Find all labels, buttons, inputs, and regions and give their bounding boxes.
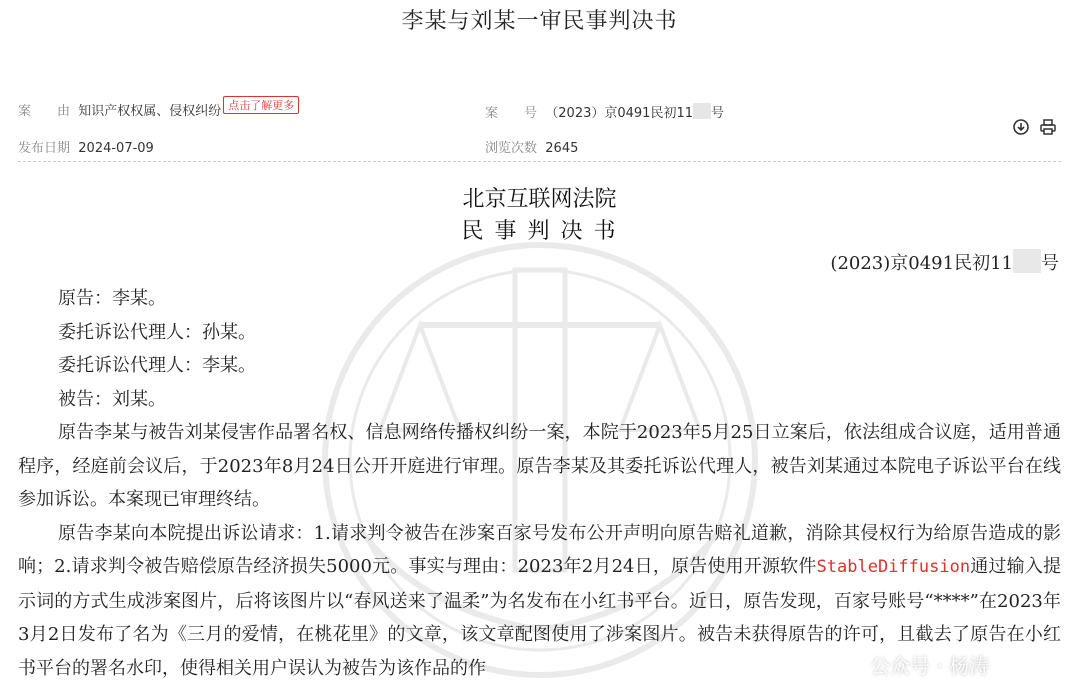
cause-label: 案 由 (18, 104, 71, 119)
views-label: 浏览次数 (485, 141, 538, 156)
document-case-number-suffix: 号 (1041, 253, 1059, 274)
claims-text-2: 通过输入提示词的方式生成涉案图片，后将该图片以“春风送来了温柔”为名发布在小红书平台。近日，原告发现，百家号账号“****”在2023年3月2日发布了名为《三月的爱情，在桃花里》的文章，该文章配图使用了涉案图片。被告未获得原告的许可，且截去了原告在小红书平台的署名水印，使得相关用户误认为被告为该作品的作 (18, 556, 1062, 679)
views-value: 2645 (545, 141, 579, 156)
learn-more-button[interactable]: 点击了解更多 (223, 96, 299, 114)
case-value-suffix: 号 (711, 106, 725, 121)
download-icon[interactable] (1012, 118, 1030, 136)
date-value: 2024-07-09 (78, 141, 154, 156)
case-label: 案 号 (485, 106, 538, 121)
document-type: 民 事 判 决 书 (461, 219, 618, 244)
header-divider (18, 161, 1061, 162)
paragraph-case-intro: 原告李某与被告刘某侵害作品署名权、信息网络传播权纠纷一案，本院于2023年5月25日立案后，依法组成合议庭，适用普通程序，经庭前会议后，于2023年8月24日公开开庭进行审理。原告李某及其委托诉讼代理人，被告刘某通过本院电子诉讼平台在线参加诉讼。本案现已审理终结。 (18, 422, 1061, 510)
claims-text-1: 原告李某向本院提出诉讼请求：1.请求判令被告在涉案百家号发布公开声明向原告赔礼道歉，消除其侵权行为给原告造成的影响；2.请求判令被告赔偿原告经济损失5000元。事实与理由：2023年2月24日，原告使用开源软件 (18, 522, 1061, 577)
views-row (485, 137, 578, 156)
cause-value: 知识产权权属、侵权纠纷 (78, 104, 222, 119)
date-label: 发布日期 (18, 141, 71, 156)
case-value: （2023）京0491民初11 (545, 106, 693, 121)
redaction-block (693, 103, 711, 119)
party-agent-2: 委托诉讼代理人：李某。 (58, 355, 256, 376)
print-icon[interactable] (1039, 118, 1057, 136)
party-agent-1: 委托诉讼代理人：孙某。 (58, 321, 256, 343)
page-title: 李某与刘某一审民事判决书 (401, 9, 678, 34)
court-name: 北京互联网法院 (462, 187, 617, 212)
case-number-row (485, 102, 724, 121)
toolbar-icons (1012, 118, 1061, 140)
cause-row (18, 100, 299, 120)
redaction-block (1013, 249, 1041, 273)
date-row (18, 137, 154, 156)
software-name-highlight: StableDiffusion (816, 557, 971, 577)
party-defendant: 被告：刘某。 (58, 388, 166, 410)
party-plaintiff: 原告：李某。 (58, 288, 166, 309)
judgment-body (18, 282, 1061, 685)
document-case-number-prefix: (2023)京0491民初11 (830, 253, 1013, 274)
document-case-number (830, 249, 1059, 275)
account-watermark: 公众号 · 杨涛 (870, 654, 990, 678)
